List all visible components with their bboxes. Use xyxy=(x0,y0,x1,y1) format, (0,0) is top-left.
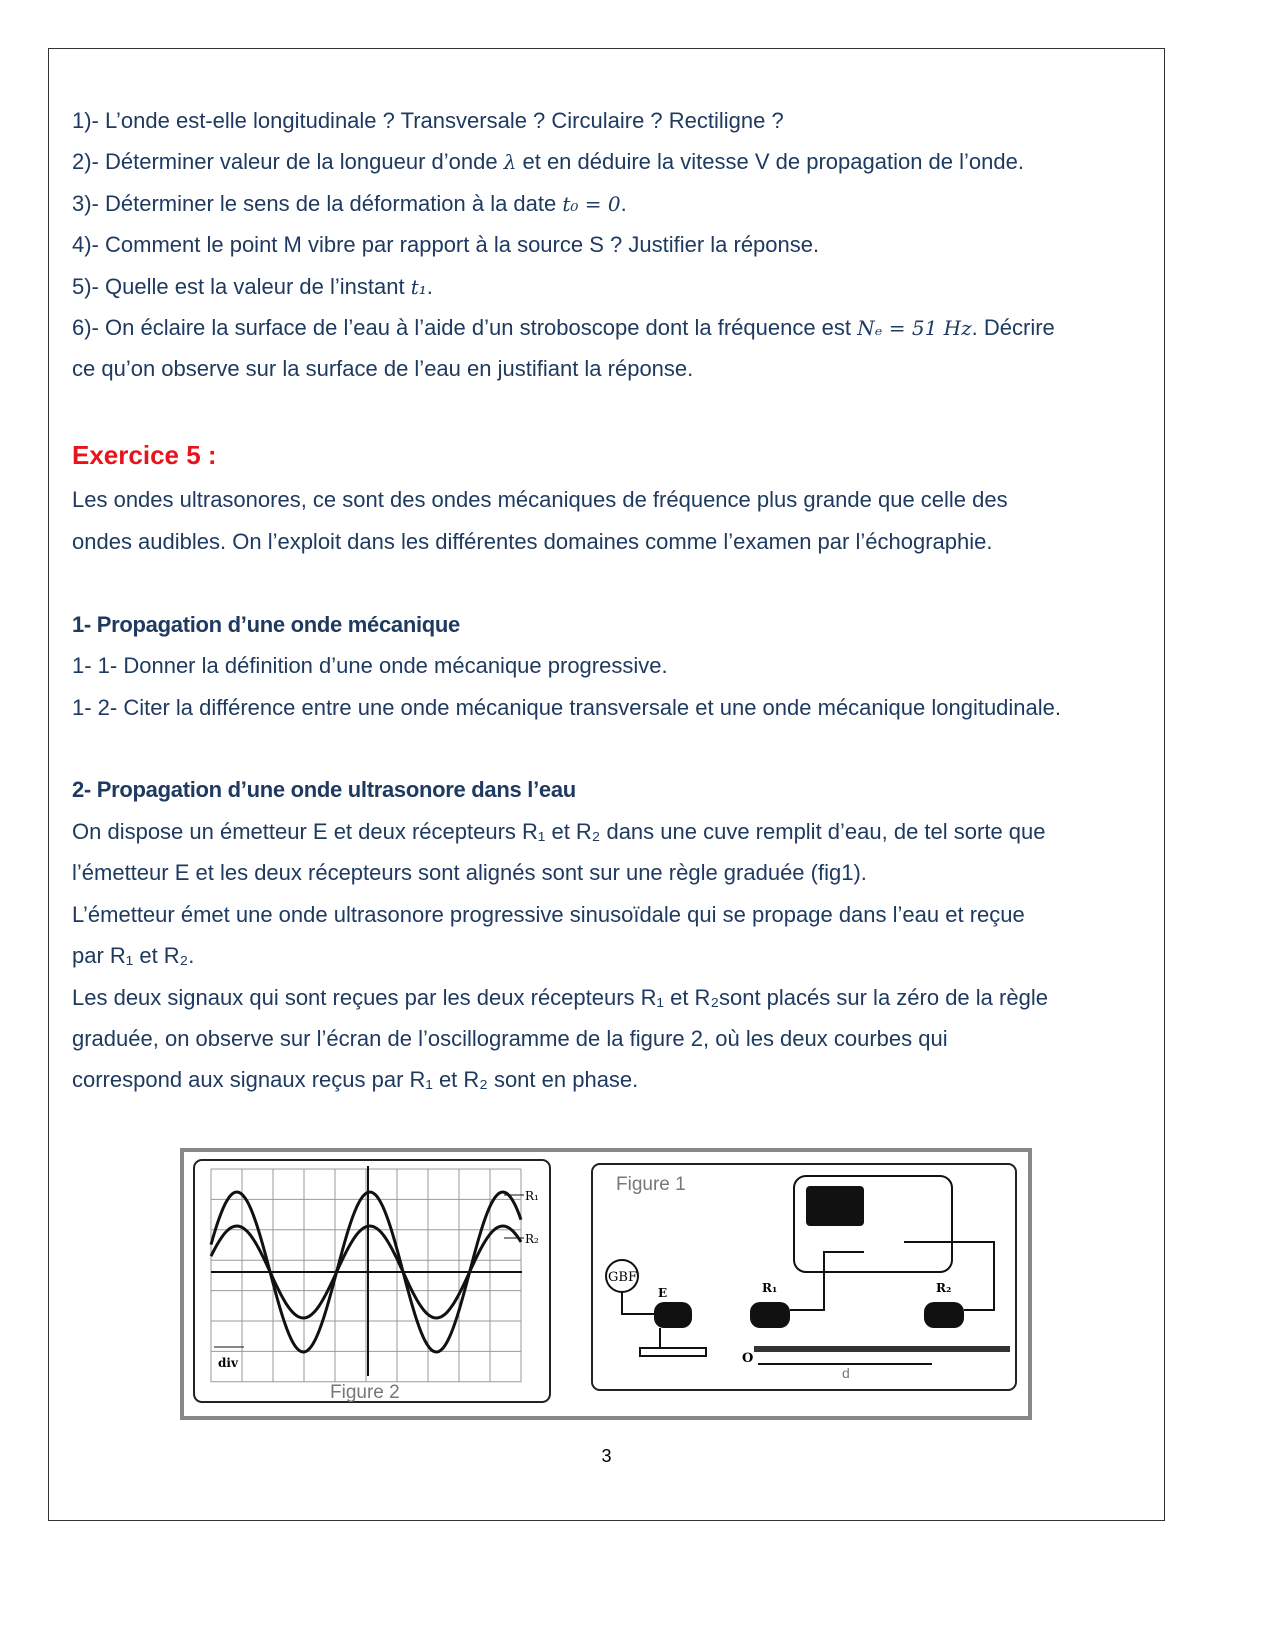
text: . Décrire xyxy=(971,315,1055,340)
text: 3)- Déterminer le sens de la déformation à la date xyxy=(72,191,563,216)
section-2-line: correspond aux signaux reçus par R₁ et R₂ sont en phase. xyxy=(72,1067,639,1092)
math-lambda: λ xyxy=(503,150,517,174)
receiver-r2 xyxy=(924,1302,964,1328)
math-t1: t₁ xyxy=(410,275,427,299)
text: 6)- On éclaire la surface de l’eau à l’aide d’un stroboscope dont la fréquence est xyxy=(72,315,858,340)
question-2 xyxy=(72,149,1024,175)
section-2-line: l’émetteur E et les deux récepteurs sont alignés sont sur une règle graduée (fig1). xyxy=(72,860,867,885)
section-2-line: par R₁ et R₂. xyxy=(72,943,195,968)
label-r1: R₁ xyxy=(525,1189,539,1203)
r2-label: R₂ xyxy=(936,1281,952,1295)
graduated-rule xyxy=(754,1346,1010,1352)
emitter-e xyxy=(654,1302,692,1328)
oscilloscope-grid xyxy=(211,1169,521,1382)
div-label: div xyxy=(218,1356,238,1370)
question-4: 4)- Comment le point M vibre par rapport à la source S ? Justifier la réponse. xyxy=(72,232,820,257)
section-2-title: 2- Propagation d’une onde ultrasonore dans l’eau xyxy=(72,777,576,802)
section-2-line: On dispose un émetteur E et deux récepteurs R₁ et R₂ dans une cuve remplit d’eau, de tel sorte que xyxy=(72,819,1046,844)
emitter-label: E xyxy=(658,1286,668,1300)
wire-r2 xyxy=(904,1242,994,1310)
question-6-cont: ce qu’on observe sur la surface de l’eau en justifiant la réponse. xyxy=(72,356,694,381)
question-5 xyxy=(72,274,433,300)
distance-label: d xyxy=(842,1365,850,1381)
section-1-title: 1- Propagation d’une onde mécanique xyxy=(72,612,460,637)
figure-2-caption: Figure 2 xyxy=(330,1382,400,1403)
figure-1-caption: Figure 1 xyxy=(616,1174,686,1195)
question-6 xyxy=(72,315,1055,341)
figures-svg xyxy=(184,1152,1028,1416)
section-2-line: Les deux signaux qui sont reçues par les deux récepteurs R₁ et R₂sont placés sur la zéro de la règle xyxy=(72,985,1048,1010)
gbf-label: GBF xyxy=(608,1270,637,1285)
wire xyxy=(622,1292,654,1314)
text: 2)- Déterminer valeur de la longueur d’onde xyxy=(72,149,504,174)
section-1-item: 1- 1- Donner la définition d’une onde mécanique progressive. xyxy=(72,653,668,678)
math-t0: t₀ = 0 xyxy=(562,192,621,216)
exercise-title: Exercice 5 : xyxy=(72,440,217,470)
r1-label: R₁ xyxy=(762,1281,778,1295)
intro-line: ondes audibles. On l’exploit dans les différentes domaines comme l’examen par l’échographie. xyxy=(72,529,993,554)
text: . xyxy=(426,274,433,299)
question-3 xyxy=(72,191,627,217)
label-r2: R₂ xyxy=(525,1232,539,1246)
intro-line: Les ondes ultrasonores, ce sont des ondes mécaniques de fréquence plus grande que celle des xyxy=(72,487,1008,512)
question-1: 1)- L’onde est-elle longitudinale ? Transversale ? Circulaire ? Rectiligne ? xyxy=(72,108,784,133)
stand-base xyxy=(640,1348,706,1356)
figures-panel xyxy=(180,1148,1032,1420)
page-number: 3 xyxy=(601,1446,612,1466)
section-2-line: L’émetteur émet une onde ultrasonore progressive sinusoïdale qui se propage dans l’eau et reçue xyxy=(72,902,1025,927)
section-2-line: graduée, on observe sur l’écran de l’oscillogramme de la figure 2, où les deux courbes qui xyxy=(72,1026,948,1051)
math-ne: Nₑ = 51 Hz xyxy=(857,316,972,340)
receiver-r1 xyxy=(750,1302,790,1328)
oscilloscope-screen xyxy=(806,1186,864,1226)
wire-r1 xyxy=(790,1252,864,1310)
text: 5)- Quelle est la valeur de l’instant xyxy=(72,274,411,299)
section-1-item: 1- 2- Citer la différence entre une onde mécanique transversale et une onde mécanique longitudinale. xyxy=(72,695,1062,720)
text: et en déduire la vitesse V de propagation de l’onde. xyxy=(516,149,1024,174)
text: . xyxy=(620,191,627,216)
origin-label: O xyxy=(742,1351,754,1366)
